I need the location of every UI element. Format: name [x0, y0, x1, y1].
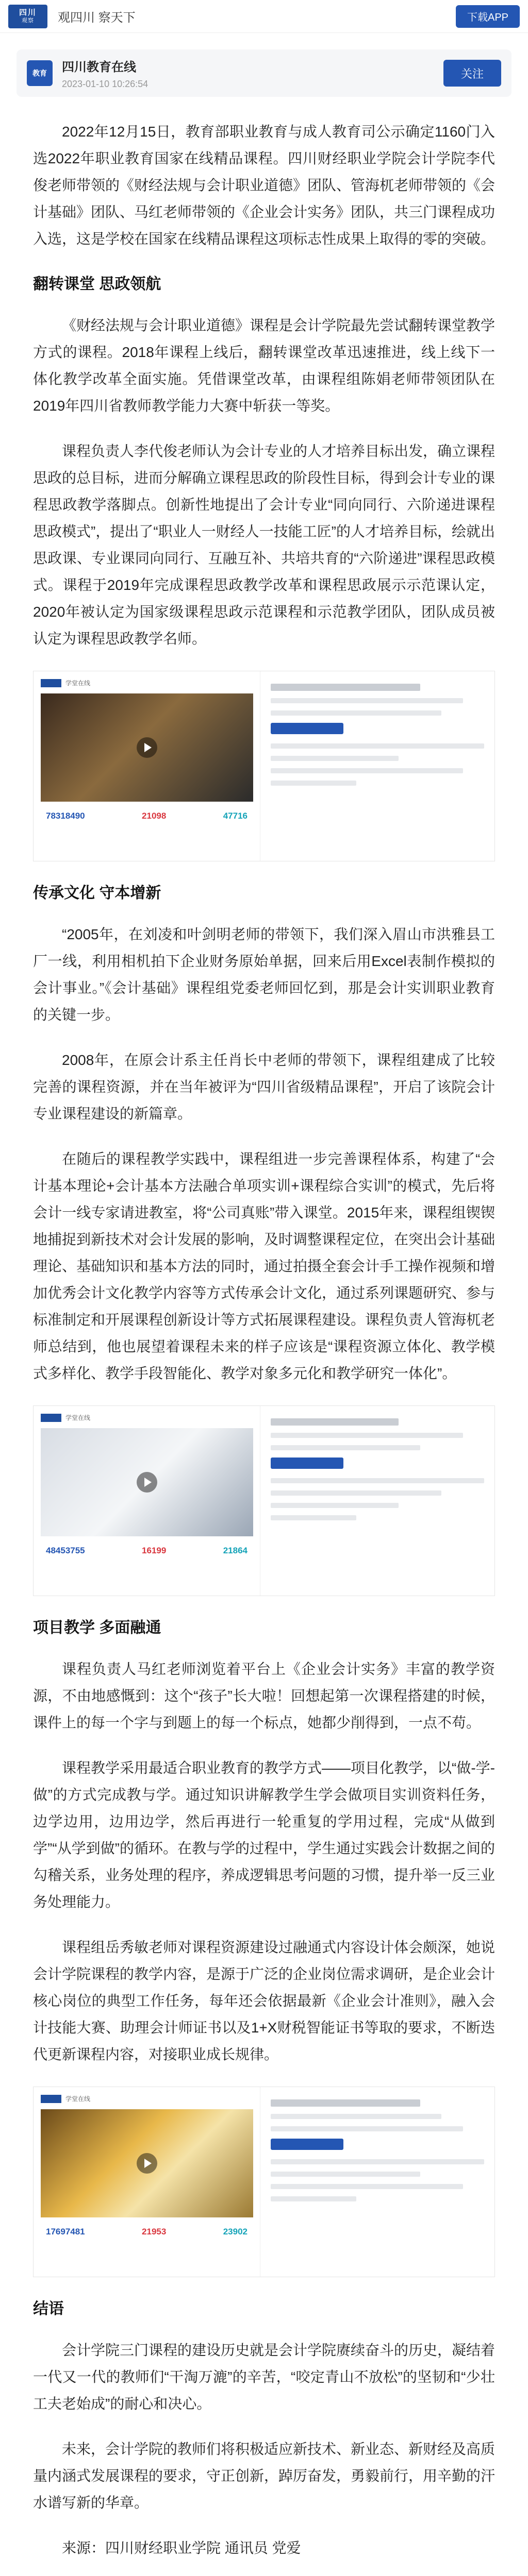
- course-screenshot: [33, 2087, 495, 2277]
- text-placeholder: [271, 2099, 420, 2107]
- screenshot-right-panel: [260, 2087, 494, 2277]
- author-meta: [62, 57, 148, 90]
- author-name[interactable]: 四川教育在线: [62, 60, 136, 74]
- section-heading: 结语: [33, 2300, 64, 2317]
- stat-value: 21953: [142, 2227, 167, 2236]
- platform-name: 学堂在线: [65, 1414, 91, 1421]
- article-paragraph: 课程负责人李代俊老师认为会计专业的人才培养目标出发，确立课程思政的总目标，进而分解确立课程思政的阶段性目标，得到会计专业的课程思政教学落脚点。创新性地提出了会计专业“同向同行、六阶递进课程思政模式”，提出了“职业人一财经人一技能工匠”的人才培养目标，绘就出思政课、专业课同向同行、互融互补、共培共育的“六阶递进”课程思政模式。课程于2019年完成课程思政教学改革和课程思政展示示范课认定，2020年被认定为国家级课程思政示范课程和示范教学团队，团队成员被认定为课程思政教学名师。: [33, 443, 496, 647]
- article-paragraph: 课程负责人马红老师浏览着平台上《企业会计实务》丰富的教学资源，不由地感慨到：这个“孩子”长大啦！回想起第一次课程搭建的时候，课件上的每一个字与到题上的每一个标点，她都少削得到，一点不苟。: [33, 1661, 495, 1731]
- article-paragraph: 在随后的课程教学实践中，课程组进一步完善课程体系，构建了“会计基本理论+会计基本方法融合单项实训+课程综合实训”的模式，先后将会计一线专家请进教室，将“公司真账”带入课堂。2015年来，课程组锲锲地捕捉到新技术对会计发展的影响，及时调整课程定位，在突出会计基础理论、基础知识和基本方法的同时，通过拍摄全套会计手工操作视频和增加优秀会计文化教学内容等方式传承会计文化，通过系列课题研究、参与标准制定和开展课程创新设计等方式拓展课程建设。课程负责人管海杌老师总结到，他也展望着课程未来的样子应该是“课程资源立体化、教学模式多样化、教学手段智能化、教学对象多元化和教学研究一体化”。: [33, 1151, 496, 1381]
- stat-value: 48453755: [46, 1546, 85, 1555]
- app-logo[interactable]: [8, 5, 47, 28]
- enroll-button-placeholder: [271, 1458, 343, 1469]
- course-screenshot: [33, 671, 495, 861]
- article-paragraph: 《财经法规与会计职业道德》课程是会计学院最先尝试翻转课堂教学方式的课程。2018年课程上线后，翻转课堂改革迅速推进，线上线下一体化教学改革全面实施。凭借课堂改革，由课程组陈娟老师带领团队在2019年四川省教师教学能力大赛中斩获一等奖。: [33, 317, 496, 414]
- screenshot-header: [41, 2094, 253, 2103]
- course-stats: [41, 811, 253, 821]
- text-placeholder: [271, 1503, 399, 1508]
- text-placeholder: [271, 2126, 463, 2131]
- text-placeholder: [271, 698, 463, 703]
- enroll-button-placeholder: [271, 723, 343, 734]
- text-placeholder: [271, 1418, 399, 1426]
- article-paragraph: 2022年12月15日，教育部职业教育与成人教育司公示确定1160门入选2022年职业教育国家在线精品课程。四川财经职业学院会计学院李代俊老师带领的《财经法规与会计职业道德》团队、管海杌老师带领的《会计基础》团队、马红老师带领的《企业会计实务》团队，共三门课程成功入选，这是学校在国家在线精品课程这项标志性成果上取得的零的突破。: [33, 124, 496, 247]
- text-placeholder: [271, 756, 399, 761]
- platform-name: 学堂在线: [65, 2095, 91, 2103]
- screenshot-right-panel: [260, 671, 494, 861]
- screenshot-header: [41, 1413, 253, 1422]
- course-video-thumbnail[interactable]: [41, 2109, 253, 2217]
- course-stats: [41, 1546, 253, 1556]
- article-paragraph: 未来，会计学院的教师们将积极适应新技术、新业态、新财经及高质量内涵式发展课程的要求，守正创新，踔厉奋发，勇毅前行，用辛勤的汗水谱写新的华章。: [33, 2441, 496, 2511]
- screenshot-header: [41, 679, 253, 687]
- platform-logo-icon: [41, 1414, 61, 1422]
- course-video-thumbnail[interactable]: [41, 693, 253, 802]
- article-source: 来源：四川财经职业学院 通讯员 党爱: [62, 2540, 301, 2556]
- course-video-thumbnail[interactable]: [41, 1428, 253, 1536]
- section-heading: 翻转课堂 思政领航: [33, 276, 161, 293]
- text-placeholder: [271, 2196, 356, 2201]
- section-heading: 传承文化 守本增新: [33, 885, 161, 902]
- logo-line2: 观察: [22, 18, 34, 24]
- article-paragraph: 课程教学采用最适合职业教育的教学方式——项目化教学，以“做-学-做”的方式完成教与学。通过知识讲解教学生学会做项目实训资料任务，边学边用，边用边学，然后再进行一轮重复的学用过程，完成“从做到学”“从学到做”的循环。在教与学的过程中，学生通过实践会计数据之间的勾稽关系，业务处理的程序，养成逻辑思考问题的习惯，提升举一反三业务处理能力。: [33, 1760, 496, 1910]
- text-placeholder: [271, 710, 441, 716]
- platform-logo-icon: [41, 2095, 61, 2103]
- course-stats: [41, 2227, 253, 2237]
- article-paragraph: 会计学院三门课程的建设历史就是会计学院赓续奋斗的历史，凝结着一代又一代的教师们“干淘万漉”的辛苦，“咬定青山不放松”的坚韧和“少壮工夫老始成”的耐心和决心。: [33, 2342, 496, 2412]
- text-placeholder: [271, 768, 463, 773]
- stat-value: 17697481: [46, 2227, 85, 2236]
- enroll-button-placeholder: [271, 2139, 343, 2150]
- course-screenshot: [33, 1405, 495, 1596]
- screenshot-left-panel: [34, 1406, 260, 1596]
- text-placeholder: [271, 684, 420, 691]
- article-paragraph: “2005年，在刘凌和叶剑明老师的带领下，我们深入眉山市洪雅县工厂一线，利用相机拍下企业财务原始单据，回来后用Excel表制作模拟的会计事业。”《会计基础》课程组党委老师回忆到，那是会计实训职业教育的关键一步。: [33, 926, 495, 1023]
- text-placeholder: [271, 1490, 441, 1496]
- download-app-button[interactable]: 下载APP: [456, 5, 520, 28]
- play-icon[interactable]: [137, 737, 157, 758]
- text-placeholder: [271, 2172, 420, 2177]
- text-placeholder: [271, 781, 356, 786]
- app-slogan: 观四川 察天下: [58, 11, 136, 25]
- article-body: [33, 118, 495, 2576]
- author-card: [16, 49, 512, 97]
- article-paragraph: 课程组岳秀敏老师对课程资源建设过融通式内容设计体会颇深，她说会计学院课程的教学内容，是源于广泛的企业岗位需求调研，是企业会计核心岗位的典型工作任务，每年还会依据最新《企业会计准则》，融入会计技能大赛、助理会计师证书以及1+X财税智能证书等取的要求，不断迭代更新课程内容，对接职业成长规律。: [33, 1939, 496, 2062]
- screenshot-left-panel: [34, 671, 260, 861]
- platform-logo-icon: [41, 679, 61, 687]
- screenshot-left-panel: [34, 2087, 260, 2277]
- author-avatar[interactable]: 教育: [27, 60, 53, 86]
- follow-button[interactable]: 关注: [443, 60, 501, 87]
- text-placeholder: [271, 2184, 463, 2189]
- text-placeholder: [271, 1478, 484, 1483]
- text-placeholder: [271, 2159, 484, 2164]
- platform-name: 学堂在线: [65, 680, 91, 687]
- text-placeholder: [271, 743, 484, 749]
- stat-value: 21098: [142, 811, 167, 821]
- stat-value: 47716: [223, 811, 248, 821]
- play-icon[interactable]: [137, 1472, 157, 1493]
- top-bar: [0, 0, 528, 33]
- screenshot-right-panel: [260, 1406, 494, 1596]
- text-placeholder: [271, 1433, 463, 1438]
- text-placeholder: [271, 1445, 420, 1450]
- stat-value: 23902: [223, 2227, 248, 2236]
- play-icon[interactable]: [137, 2153, 157, 2174]
- article-paragraph: 2008年，在原会计系主任肖长中老师的带领下，课程组建成了比较完善的课程资源，并在当年被评为“四川省级精品课程”，开启了该院会计专业课程建设的新篇章。: [33, 1052, 495, 1122]
- section-heading: 项目教学 多面融通: [33, 1619, 161, 1636]
- stat-value: 16199: [142, 1546, 167, 1555]
- stat-value: 78318490: [46, 811, 85, 821]
- logo-line1: 四川: [19, 8, 37, 17]
- stat-value: 21864: [223, 1546, 248, 1555]
- text-placeholder: [271, 1515, 356, 1520]
- text-placeholder: [271, 2114, 441, 2119]
- publish-date: 2023-01-10 10:26:54: [62, 79, 148, 89]
